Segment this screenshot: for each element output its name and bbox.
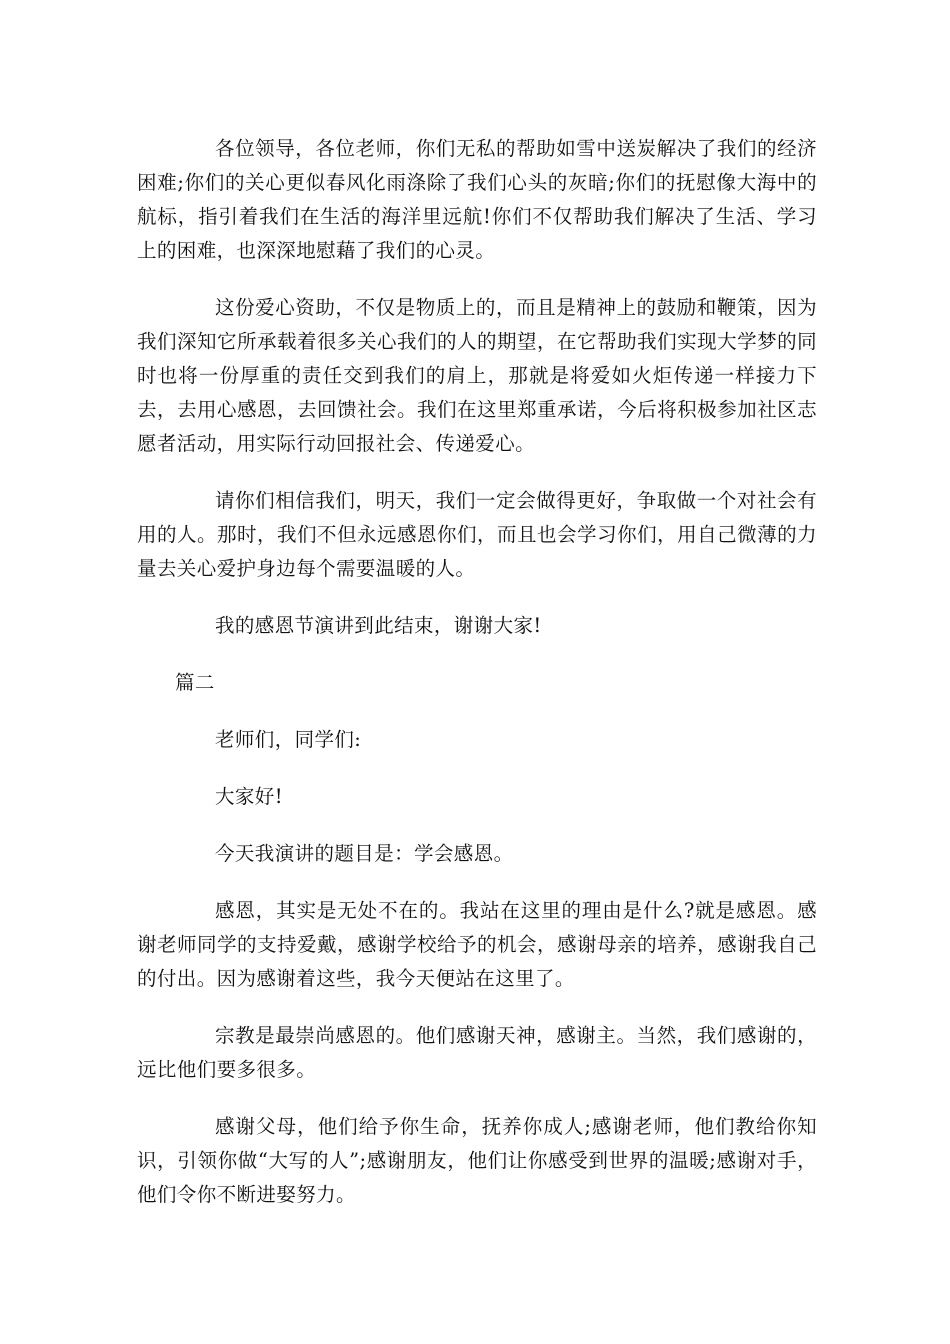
paragraph: 我的感恩节演讲到此结束，谢谢大家! bbox=[215, 614, 542, 637]
paragraph: 今天我演讲的题目是：学会感恩。 bbox=[215, 842, 514, 865]
paragraph: 这份爱心资助，不仅是物质上的，而且是精神上的鼓励和鞭策，因为我们深知它所承载着很多关心我们的人的期望，在它帮助我们实现大学梦的同时也将一份厚重的责任交到我们的肩上，那就是将爱如火炬传递一样接力下去，去用心感恩，去回馈社会。我们在这里郑重承诺，今后将积极参加社区志愿者活动，用实际行动回报社会、传递爱心。 bbox=[137, 296, 817, 455]
paragraph: 请你们相信我们，明天，我们一定会做得更好，争取做一个对社会有用的人。那时，我们不但永远感恩你们，而且也会学习你们，用自己微薄的力量去关心爱护身边每个需要温暖的人。 bbox=[137, 489, 817, 580]
paragraph: 老师们，同学们: bbox=[215, 728, 362, 751]
paragraph: 各位领导，各位老师，你们无私的帮助如雪中送炭解决了我们的经济困难;你们的关心更似春风化雨涤除了我们心头的灰暗;你们的抚慰像大海中的航标，指引着我们在生活的海洋里远航!你们不仅帮助我们解决了生活、学习上的困难，也深深地慰藉了我们的心灵。 bbox=[137, 137, 817, 262]
paragraph: 感谢父母，他们给予你生命，抚养你成人;感谢老师，他们教给你知识，引领你做“大写的人”;感谢朋友，他们让你感受到世界的温暖;感谢对手，他们令你不断进娶努力。 bbox=[137, 1115, 817, 1206]
section-heading: 篇二 bbox=[175, 671, 215, 694]
paragraph: 大家好! bbox=[215, 785, 283, 808]
paragraph: 宗教是最崇尚感恩的。他们感谢天神，感谢主。当然，我们感谢的，远比他们要多很多。 bbox=[137, 1024, 817, 1081]
paragraph: 感恩，其实是无处不在的。我站在这里的理由是什么?就是感恩。感谢老师同学的支持爱戴，感谢学校给予的机会，感谢母亲的培养，感谢我自己的付出。因为感谢着这些，我今天便站在这里了。 bbox=[137, 899, 817, 990]
document-body bbox=[137, 132, 817, 1235]
